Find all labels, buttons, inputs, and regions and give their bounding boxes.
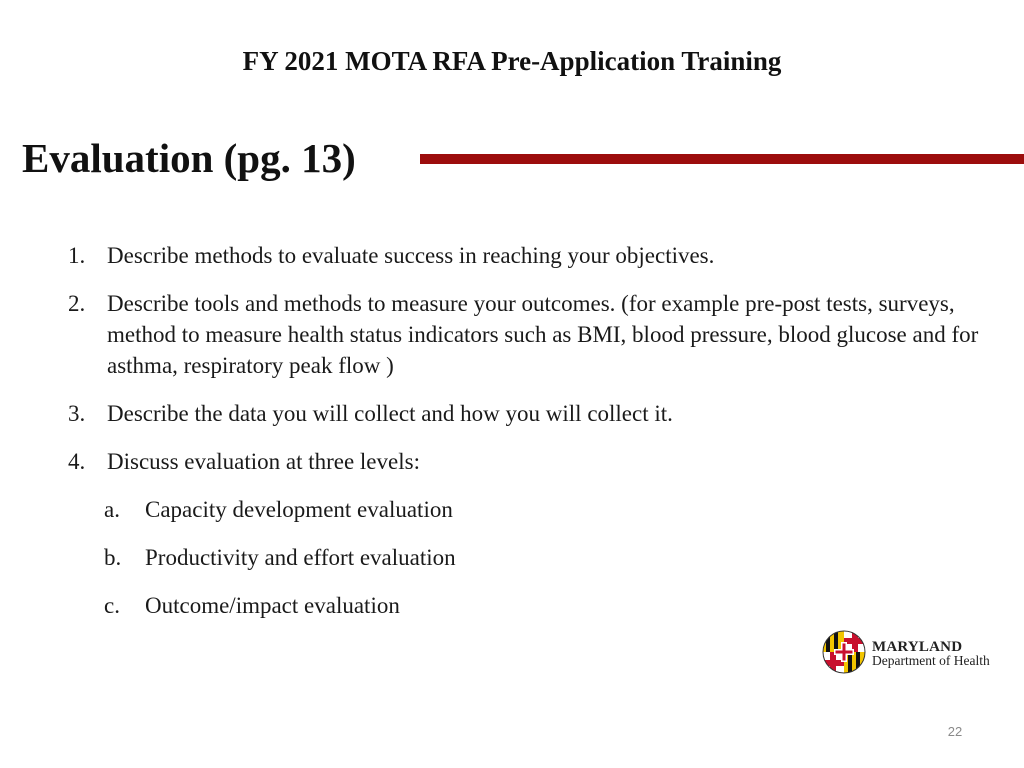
list-item xyxy=(68,240,988,271)
sub-list-item-text: Productivity and effort evaluation xyxy=(145,545,456,570)
maryland-flag-seal-icon xyxy=(822,630,866,674)
sub-list-item-letter: c. xyxy=(104,593,120,618)
page-number: 22 xyxy=(947,724,963,739)
sub-list-item xyxy=(68,542,988,573)
maryland-health-logo xyxy=(822,630,1002,678)
list-item-text: Describe tools and methods to measure your outcomes. (for example pre-post tests, surveys, method to measure health status indicators such as BMI, blood pressure, blood glucose and for asthma, respiratory peak flow ) xyxy=(107,291,979,378)
sub-list-item xyxy=(68,590,988,621)
sub-list-item-text: Outcome/impact evaluation xyxy=(145,593,400,618)
title-rule xyxy=(420,154,1024,164)
list-item xyxy=(68,446,988,477)
list-item-text: Describe the data you will collect and how you will collect it. xyxy=(107,401,673,426)
list-item-text: Discuss evaluation at three levels: xyxy=(107,449,420,474)
logo-line-maryland: MARYLAND xyxy=(872,639,963,655)
sub-list-item xyxy=(68,494,988,525)
list-item-text: Describe methods to evaluate success in reaching your objectives. xyxy=(107,243,715,268)
header-title: FY 2021 MOTA RFA Pre-Application Training xyxy=(242,46,782,76)
sub-list-item-text: Capacity development evaluation xyxy=(145,497,453,522)
sub-list-item-letter: b. xyxy=(104,545,122,570)
list-item xyxy=(68,398,988,429)
list-item-number: 3. xyxy=(68,401,86,426)
list-item-number: 1. xyxy=(68,243,86,268)
logo-line-department: Department of Health xyxy=(872,653,990,668)
list-item xyxy=(68,288,988,381)
list-item-number: 2. xyxy=(68,291,86,316)
section-title: Evaluation (pg. 13) xyxy=(22,135,356,181)
list-item-number: 4. xyxy=(68,449,86,474)
sub-list-item-letter: a. xyxy=(104,497,120,522)
content-list xyxy=(68,240,988,638)
